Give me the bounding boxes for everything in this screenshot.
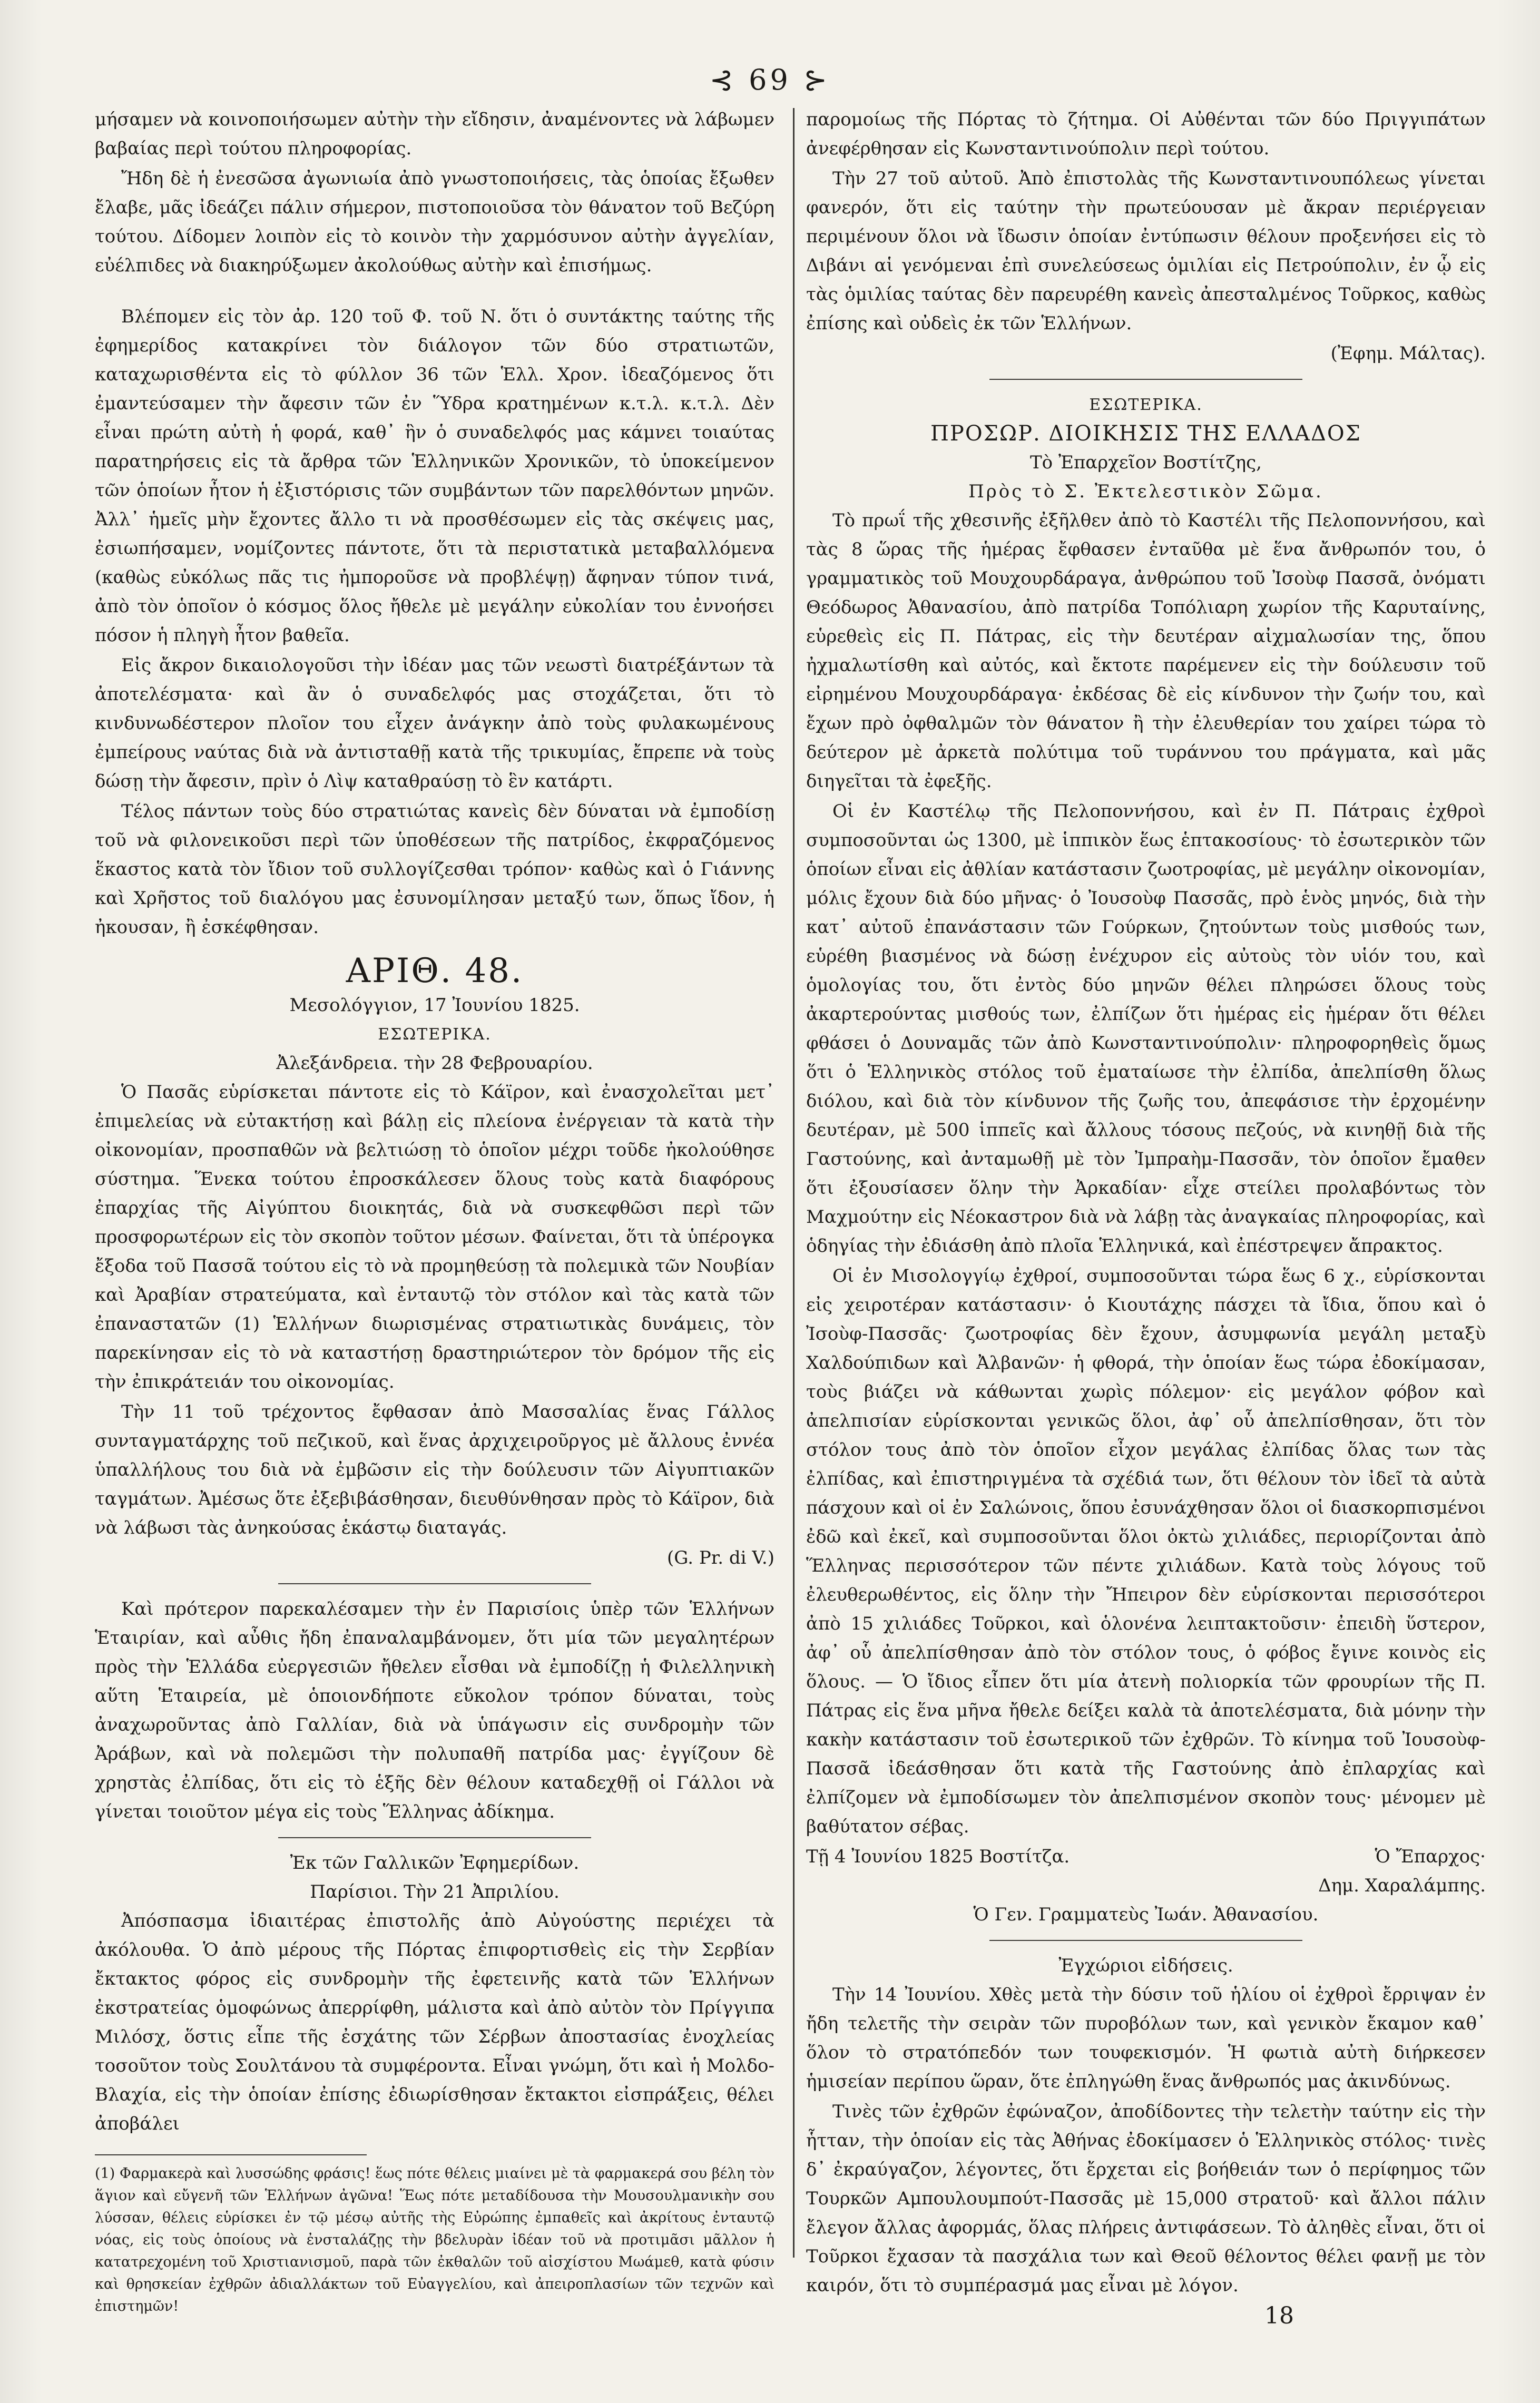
- addressee-line: Πρὸς τὸ Σ. Ἐκτελεστικὸν Σῶμα.: [968, 481, 1323, 502]
- signature-title: Ὁ Ἔπαρχος·: [1375, 1846, 1486, 1867]
- section-heading: ΕΣΩΤΕΡΙΚΑ.: [1089, 396, 1203, 414]
- signature-row: [806, 1842, 1486, 1871]
- divider-rule: [278, 1837, 591, 1838]
- signature-secretary: Ὁ Γεν. Γραμματεὺς Ἰωάν. Ἀθανασίου.: [973, 1904, 1319, 1925]
- paragraph: Τὴν 11 τοῦ τρέχοντος ἔφθασαν ἀπὸ Μασσαλίας ἕνας Γάλλος συνταγματάρχης τοῦ πεζικοῦ, καὶ ἕνας ἀρχιχειροῦργος μὲ ἄλλους ἐννέα ὑπαλλήλους του διὰ νὰ ἐμβῶσιν εἰς τὴν δούλευσιν τῶν Αἰγυπτιακῶν ταγμάτων. Ἀμέσως ὅτε ἐξεβιβάσθησαν, διευθύνθησαν πρὸς τὸ Κάϊρον, διὰ νὰ λάβωσι τὰς ἀνηκούσας ἑκάστῳ διαταγάς.: [95, 1401, 774, 1538]
- section-heading: ΕΣΩΤΕΡΙΚΑ.: [378, 1025, 492, 1044]
- place-date: Παρίσιοι. Τὴν 21 Ἀπριλίου.: [310, 1881, 560, 1902]
- divider-rule: [989, 379, 1302, 380]
- issue-title: ΑΡΙΘ. 48.: [346, 952, 524, 990]
- paragraph: Ὁ Πασᾶς εὑρίσκεται πάντοτε εἰς τὸ Κάϊρον, καὶ ἐνασχολεῖται μετ᾽ ἐπιμελείας νὰ εὐτακτήσῃ καὶ βάλῃ εἰς πλείονα ἐνέργειαν τὰ κατὰ τὴν οἰκονομίαν, προσπαθῶν νὰ βελτιώσῃ τὸ ὁποῖον μέχρι τοῦδε ἠκολούθησε σύστημα. Ἕνεκα τούτου ἐπροσκάλεσεν ὅλους τοὺς κατὰ διαφόρους ἐπαρχίας τῆς Αἰγύπτου διοικητάς, διὰ νὰ συσκεφθῶσι περὶ τῶν προσφορωτέρων εἰς τὸν σκοπὸν τοῦτον μέσων. Φαίνεται, ὅτι τὰ ὑπέρογκα ἔξοδα τοῦ Πασσᾶ τούτου εἰς τὸ νὰ προμηθεύσῃ τὰ πολεμικὰ τῶν Νουβίαν καὶ Ἀραβίαν στρατεύματα, καὶ ἐνταυτῷ τὸν στόλον καὶ τὰς κατὰ τῶν ἐπαναστατῶν (1) Ἑλλήνων διωρισμένας στρατιωτικὰς δυνάμεις, τὸν παρεκίνησαν εἰς τὸ νὰ καταστήσῃ δραστηριώτερον τὸν δρόμον τῆς εἰς τὴν ἐπικράτειάν του οἰκονομίας.: [95, 1082, 774, 1392]
- dateline: Μεσολόγγιον, 17 Ἰουνίου 1825.: [289, 995, 580, 1016]
- sub-heading: Ἐκ τῶν Γαλλικῶν Ἐφημερίδων.: [290, 1852, 580, 1874]
- government-heading: ΠΡΟΣΩΡ. ΔΙΟΙΚΗΣΙΣ ΤΗΣ ΕΛΛΑΔΟΣ: [930, 421, 1361, 446]
- paragraph: Βλέπομεν εἰς τὸν ἀρ. 120 τοῦ Φ. τοῦ Ν. ὅτι ὁ συντάκτης ταύτης τῆς ἐφημερίδος κατακρίνει τὸν διάλογον τῶν δύο στρατιωτῶν, καταχωρισθέντα εἰς τὸ φύλλον 36 τῶν Ἑλλ. Χρον. ἰδεαζόμενος ὅτι ἐμαντεύσαμεν τὴν ἄφεσιν τῶν ἐν Ὕδρα κρατημένων κ.τ.λ. κ.τ.λ. Δὲν εἶναι πρώτη αὐτὴ ἡ φορά, καθ᾽ ἣν ὁ συναδελφός μας κάμνει τοιαύτας παρατηρήσεις εἰς τὰ ἄρθρα τῶν Ἑλληνικῶν Χρονικῶν, τὸ ὑποκείμενον τῶν ὁποίων ἦτον ἡ ἐξιστόρισις τῶν συμβάντων τῶν παρελθόντων μηνῶν. Ἀλλ᾽ ἡμεῖς μὴν ἔχοντες ἄλλο τι νὰ προσθέσωμεν εἰς τὰς σκέψεις μας, ἐσιωπήσαμεν, νομίζοντες πάντοτε, ὅτι τὰ περιστατικὰ μεταβαλλόμενα (καθὼς εὐκόλως πᾶς τις ἠμποροῦσε νὰ προβλέψῃ) ἄφηναν τύπον τινά, ἀπὸ τὸν ὁποῖον ὁ κόσμος ὅλος ἤθελε μὲ μεγάλην εὐκολίαν του ἐννοήσει πόσον ἡ πληγὴ ἦτον βαθεῖα.: [95, 306, 774, 646]
- left-column: [95, 105, 774, 2319]
- footnote: (1) Φαρμακερὰ καὶ λυσσώδης φράσις! ἕως πότε θέλεις μιαίνει μὲ τὰ φαρμακερά σου βέλη τὸν ἅγιον καὶ εὔγενῆ τῶν Ἑλλήνων ἀγῶνα! Ἕως πότε μεταδίδουσα τὴν Μουσουλμανικὴν σου λύσσαν, θέλεις εὑρίσκει ἐν τῷ μέσῳ αὐτῆς τὴς Εὐρώπης ἐμπαθεῖς καὶ ἀκρίτους ἐνταυτῷ νόας, εἰς τοὺς ὁποίους νὰ ἐνσταλάζῃς τὴν βδελυρὰν ἰδέαν τοῦ νὰ προτιμᾶσι μᾶλλον ἡ κατατρεχομένη τοῦ Χριστιανισμοῦ, παρὰ τῶν ἐκθαλῶν τοῦ αἰσχίστου Μωάμεθ, κατὰ φύσιν καὶ θρησκείαν ἐχθρῶν ἀδιαλλάκτων τοῦ Εὐαγγελίου, καὶ ἀπειροπλασίων τῶν τεχνῶν καὶ ἐπιστημῶν!: [95, 2165, 774, 2314]
- paragraph: μήσαμεν νὰ κοινοποιήσωμεν αὐτὴν τὴν εἴδησιν, ἀναμένοντες νὰ λάβωμεν βαβαίας περὶ τούτου πληροφορίας.: [95, 109, 774, 159]
- paragraph: Οἱ ἐν Καστέλῳ τῆς Πελοποννήσου, καὶ ἐν Π. Πάτραις ἐχθροὶ συμποσοῦνται ὡς 1300, μὲ ἱππικὸν ἕως ἑπτακοσίους· τὸ ἐσωτερικὸν τῶν ὁποίων εἶναι εἰς ἀθλίαν κατάστασιν ζωοτροφίας, μὲ μεγάλην οἰκονομίαν, μόλις ἔχουν διὰ δύο μῆνας· ὁ Ἰουσοὺφ Πασσᾶς, πρὸ ἑνὸς μηνός, διὰ τὴν κατ᾽ αὐτοῦ ἐπανάστασιν τῶν Γούρκων, ζητούντων τοὺς μισθούς των, εὑρέθη βιασμένος νὰ δώσῃ ἐνέχυρον εἰς αὐτοὺς τὸν υἱόν του, καὶ ὁμολογίας του, ὅτι ἐντὸς δύο μηνῶν θέλει πληρώσει ὅλους τοὺς ἀκαρτερούντας μισθούς των, ἐλπίζων ὅτι ἡμέρας εἰς ἡμέραν ὅτι θέλει φθάσει ὁ Δουναμᾶς τῶν ἀπὸ Κωνσταντινούπολιν· πληροφορηθεὶς ὅμως ὅτι ὁ Ἑλληνικὸς στόλος τοῦ ἐματαίωσε τὴν ἐλπίδα, ἀπελπίσθη ὅλως διόλου, καὶ διὰ τὸν κίνδυνον τῆς ζωῆς του, ἀπεφάσισε τὴν ἐρχομένην δευτέραν, μὲ 500 ἱππεῖς καὶ ἄλλους τόσους πεζούς, νὰ κινηθῇ διὰ τῆς Γαστούνης, καὶ ἀνταμωθῇ μὲ τὸν Ἰμπραὴμ-Πασσᾶν, τὸν ὁποῖον ἔμαθεν ὅτι ἐξουσίασεν ὅλην τὴν Ἀρκαδίαν· εἶχε στείλει προλαβόντως τὸν Μαχμούτην εἰς Νέοκαστρον διὰ νὰ λάβῃ τὰς ἀναγκαίας πληροφορίας, καὶ ὁδηγίας τὴν ἐδιάσθη ἀπὸ πλοῖα Ἑλληνικά, καὶ ἐπέστρεψεν ἄπρακτος.: [806, 801, 1486, 1257]
- source-note: (G. Pr. di V.): [667, 1547, 774, 1568]
- right-column: [806, 105, 1486, 2301]
- spacer: [95, 281, 774, 302]
- news-heading: Ἐγχώριοι εἰδήσεις.: [1058, 1955, 1233, 1976]
- column-divider: [793, 108, 794, 2258]
- place-date: Ἀλεξάνδρεια. τὴν 28 Φεβρουαρίου.: [276, 1053, 593, 1074]
- paragraph: Ἀπόσπασμα ἰδιαιτέρας ἐπιστολῆς ἀπὸ Αὐγούστης περιέχει τὰ ἀκόλουθα. Ὁ ἀπὸ μέρους τῆς Πόρτας ἐπιφορτισθεὶς εἰς τὴν Σερβίαν ἔκτακτος φόρος εἰς συνδρομὴν τῆς ἐφετεινῆς κατὰ τῶν Ἑλλήνων ἐκστρατείας ὁμοφώνως ἀπερρίφθη, μάλιστα καὶ ἀπὸ αὐτὸν τὸν Πρίγγιπα Μιλόσχ, ὅστις εἶπε τῆς ἐσχάτης τῶν Σέρβων ἀποστασίας ἐνοχλείας τοσοῦτον τοὺς Σουλτάνου τὰ συμφέροντα. Εἶναι γνώμη, ὅτι καὶ ἡ Μολδο-Βλαχία, εἰς τὴν ὁποίαν ἐπίσης ἐδιωρίσθησαν ἔκτακτοι εἰσπράξεις, θέλει ἀποβάλει: [95, 1910, 774, 2134]
- footnote-rule: [95, 2154, 367, 2155]
- divider-rule: [989, 1940, 1302, 1941]
- divider-rule: [278, 1583, 591, 1584]
- paragraph: παρομοίως τῆς Πόρτας τὸ ζήτημα. Οἱ Αὐθένται τῶν δύο Πριγγιπάτων ἀνεφέρθησαν εἰς Κωνσταντινούπολιν περὶ τούτου.: [806, 109, 1486, 159]
- paragraph: Τέλος πάντων τοὺς δύο στρατιώτας κανεὶς δὲν δύναται νὰ ἐμποδίσῃ τοῦ νὰ φιλονεικοῦσι περὶ τῶν ὑποθέσεων τῆς πατρίδος, ἐκφραζόμενος ἕκαστος κατὰ τὸν ἴδιον τοῦ συλλογίζεσθαι τρόπον· καθὼς καὶ ὁ Γιάννης καὶ Χρῆστος τοῦ διαλόγου μας ἐσυνομίλησαν μεταξύ των, ὅπως ἴδον, ἡ ἠκουσαν, ἢ ἐσκέφθησαν.: [95, 801, 774, 938]
- page-marker: ⊰ 69 ⊱: [709, 63, 831, 96]
- signature-date: Τῇ 4 Ἰουνίου 1825 Βοστίτζα.: [806, 1846, 1070, 1867]
- paragraph: Τὴν 14 Ἰουνίου. Χθὲς μετὰ τὴν δύσιν τοῦ ἡλίου οἱ ἐχθροὶ ἔρριψαν ἐν ἤδη τελετῆς τὴν σειρὰν τῶν πυροβόλων των, καὶ γενικὸν ἔκαμον καθ᾽ ὅλον τὸ στρατόπεδόν των τουφεκισμόν. Ἡ φωτιὰ αὐτὴ διήρκεσεν ἡμισείαν περίπου ὥραν, ὅτε ἐπληγώθη ἕνας ἄνθρωπός μας ἀκινδύνως.: [806, 1984, 1486, 2092]
- paragraph: Καὶ πρότερον παρεκαλέσαμεν τὴν ἐν Παρισίοις ὑπὲρ τῶν Ἑλλήνων Ἑταιρίαν, καὶ αὖθις ἤδη ἐπαναλαμβάνομεν, ὅτι μία τῶν μεγαλητέρων πρὸς τὴν Ἑλλάδα εὐεργεσιῶν ἤθελεν εἶσθαι νὰ ἐμποδίζῃ ἡ Φιλελληνικὴ αὕτη Ἑταιρεία, μὲ ὁποιονδήποτε εὔκολον τρόπον δύναται, τοὺς ἀναχωροῦντας ἀπὸ Γαλλίαν, διὰ νὰ ὑπάγωσιν εἰς συνδρομὴν τῶν Ἀράβων, καὶ νὰ πολεμῶσι τὴν πολυπαθῆ πατρίδα μας· ἐγγίζουν δὲ χρηστὰς ἐλπίδας, ὅτι εἰς τὸ ἑξῆς δὲν θέλουν καταδεχθῇ οἱ Γάλλοι νὰ γίνεται τοιοῦτον μέγα εἰς τοὺς Ἕλληνας ἀδίκημα.: [95, 1598, 774, 1822]
- signature-name: Δημ. Χαραλάμπης.: [1318, 1875, 1486, 1896]
- paragraph: Τὸ πρωΐ τῆς χθεσινῆς ἐξῆλθεν ἀπὸ τὸ Καστέλι τῆς Πελοποννήσου, καὶ τὰς 8 ὥρας τῆς ἡμέρας ἔφθασεν ἐνταῦθα μὲ ἕνα ἄνθρωπόν του, ὁ γραμματικὸς τοῦ Μουχουρδάραγα, ἀνθρώπου τοῦ Ἰσοὺφ Πασσᾶ, ὀνόματι Θεόδωρος Ἀθανασίου, ἀπὸ πατρίδα Τοπόλιαρη χωρίον τῆς Καρυταίνης, εὑρεθεὶς εἰς Π. Πάτρας, εἰς τὴν δευτέραν αἰχμαλωσίαν της, ὅπου ἠχμαλωτίσθη καὶ αὐτός, καὶ ἔκτοτε παρέμενεν εἰς τὴν δούλευσιν τοῦ εἰρημένου Μουχουρδάραγα· ἐκδέσας δὲ εἰς κίνδυνον τὴν ζωήν του, καὶ ἔχων πρὸ ὀφθαλμῶν τὸν θάνατον ἢ τὴν ἐλευθερίαν του χαίρει τώρα τὸ δεύτερον μὲ ἀρκετὰ πολύτιμα τοῦ τυράννου του πράγματα, καὶ μᾶς διηγεῖται τὰ ἐφεξῆς.: [806, 510, 1486, 792]
- page-number: 18: [1264, 2302, 1294, 2329]
- paragraph: Τινὲς τῶν ἐχθρῶν ἐφώναζον, ἀποδίδοντες τὴν τελετὴν ταύτην εἰς τὴν ἧτταν, τὴν ὁποίαν εἰς τὰς Ἀθήνας ἐδοκίμασεν ὁ Ἑλληνικὸς στόλος· τινὲς δ᾽ ἐκραύγαζον, λέγοντες, ὅτι ἔρχεται εἰς βοήθειάν των ὁ περίφημος τῶν Τουρκῶν Αμπουλουμπούτ-Πασσᾶς μὲ 15,000 στρατοῦ· καὶ ἄλλοι πάλιν ἔλεγον ἄλλας ἀφορμάς, ὅλας πλήρεις ἀντιφάσεων. Τὸ ἀληθὲς εἶναι, ὅτι οἱ Τοῦρκοι ἔχασαν τὰ πασχάλια των καὶ Θεοῦ θέλοντος θέλει φανῇ με τὸν καιρόν, ὅτι τὸ συμπέρασμά μας εἶναι μὲ λόγον.: [806, 2101, 1486, 2296]
- addressee-line: Τὸ Ἐπαρχεῖον Βοστίτζης,: [1029, 452, 1262, 473]
- paragraph: Εἰς ἄκρον δικαιολογοῦσι τὴν ἰδέαν μας τῶν νεωστὶ διατρέξάντων τὰ ἀποτελέσματα· καὶ ἂν ὁ συναδελφός μας στοχάζεται, ὅτι τὸ κινδυνωδέστερον πλοῖον του εἶχεν ἀνάγκην ἀπὸ τοὺς φυλακωμένους ἐμπείρους ναύτας διὰ νὰ ἀντισταθῇ κατὰ τῆς τρικυμίας, ἔπρεπε νὰ τοὺς δώσῃ τὴν ἄφεσιν, πρὶν ὁ Λὶψ καταθραύσῃ τὸ ἓν κατάρτι.: [95, 655, 774, 792]
- paragraph: Ἤδη δὲ ἡ ἐνεσῶσα ἀγωνιωία ἀπὸ γνωστοποιήσεις, τὰς ὁποίας ἔξωθεν ἔλαβε, μᾶς ἰδεάζει πάλιν σήμερον, πιστοποιοῦσα τὸν θάνατον τοῦ Βεζύρη τούτου. Δίδομεν λοιπὸν εἰς τὸ κοινὸν τὴν χαρμόσυνον αὐτὴν ἀγγελίαν, εὐέλπιδες νὰ διακηρύξωμεν ἀκολούθως αὐτὴν καὶ ἐπισήμως.: [95, 168, 774, 276]
- source-note: (Ἐφημ. Μάλτας).: [1330, 343, 1486, 364]
- paragraph: Τὴν 27 τοῦ αὐτοῦ. Ἀπὸ ἐπιστολὰς τῆς Κωνσταντινουπόλεως γίνεται φανερόν, ὅτι εἰς ταύτην τὴν πρωτεύουσαν μὲ ἄκραν περιέργειαν περιμένουν ὅλοι νὰ ἴδωσιν ὁποίαν ἐντύπωσιν θέλουν προξενήσει εἰς τὸ Διβάνι αἱ γενόμεναι ἐπὶ συνελεύσεως ὁμιλίαι εἰς Πετρούπολιν, ἐν ᾧ εἰς τὰς ὁμιλίας ταύτας δὲν παρευρέθη κανεὶς ἀπεσταλμένος Τοῦρκος, καθὼς ἐπίσης καὶ οὐδεὶς ἐκ τῶν Ἑλλήνων.: [806, 168, 1486, 334]
- paragraph: Οἱ ἐν Μισολογγίῳ ἐχθροί, συμποσοῦνται τώρα ἕως 6 χ., εὑρίσκονται εἰς χειροτέραν κατάστασιν· ὁ Κιουτάχης πάσχει τὰ ἴδια, ὅπου καὶ ὁ Ἰσοὺφ-Πασσᾶς· ζωοτροφίας δὲν ἔχουν, ἀσυμφωνία μεγάλη μεταξὺ Χαλδούπιδων καὶ Ἀλβανῶν· ἡ φθορά, τὴν ὁποίαν ἕως τώρα ἐδοκίμασαν, τοὺς βιάζει νὰ κάθωνται χωρὶς πόλεμον· εἰς μεγάλον φόβον καὶ ἀπελπισίαν εὑρίσκονται γενικῶς ὅλοι, ἀφ᾽ οὗ ἀπελπίσθησαν, ὅτι τὸν στόλον τους ἀπὸ τὸν ὁποῖον εἶχον μεγάλας ἐλπίδας ὅλας των τὰς ἐλπίδας, καὶ ἐπιστηριγμένα τὰ σχέδιά των, ὅτι θέλουν τὸν ἰδεῖ τὰ αὐτὰ πάσχουν καὶ οἱ ἐν Σαλώνοις, ὅπου ἐσυνάχθησαν ὅλοι οἱ διασκορπισμένοι ἐδῶ καὶ ἐκεῖ, καὶ συμποσοῦνται ὅλοι ὀκτὼ χιλιάδες, περιορίζονται ἀπὸ Ἕλληνας περισσότερον τῶν πέντε χιλιάδων. Κατὰ τοὺς λόγους τοῦ ἐλευθερωθέντος, εἰς ὅλην τὴν Ἤπειρον δὲν εὑρίσκονται περισσότεροι ἀπὸ 15 χιλιάδες Τοῦρκοι, καὶ ὁλονένα λειπτακτοῦσιν· ἐπειδὴ ὕστερον, ἀφ᾽ οὗ ἀπελπίσθησαν ἀπὸ τὸν στόλον τους, ὁ φόβος ἔγινε κοινὸς εἰς ὅλους. — Ὁ ἴδιος εἶπεν ὅτι μία ἀτενὴ πολιορκία τῶν φρουρίων τῆς Π. Πάτρας εἰς ἕνα μῆνα ἤθελε δείξει καλὰ τὰ ἀποτελέσματα, διὰ μόνην τὴν κακὴν κατάστασιν τοῦ ἐσωτερικοῦ τῶν ἐχθρῶν. Τὸ κίνημα τοῦ Ἰουσοὺφ-Πασσᾶ ἰδεάσθησαν ὅτι κατὰ τῆς Γαστούνης ἀπὸ ἐπλαρχίας καὶ ἐλπίζομεν νὰ ἐμποδίσωμεν τὸν ἀπελπισμένον σκοπὸν τους· μένομεν μὲ βαθύτατον σέβας.: [806, 1266, 1486, 1837]
